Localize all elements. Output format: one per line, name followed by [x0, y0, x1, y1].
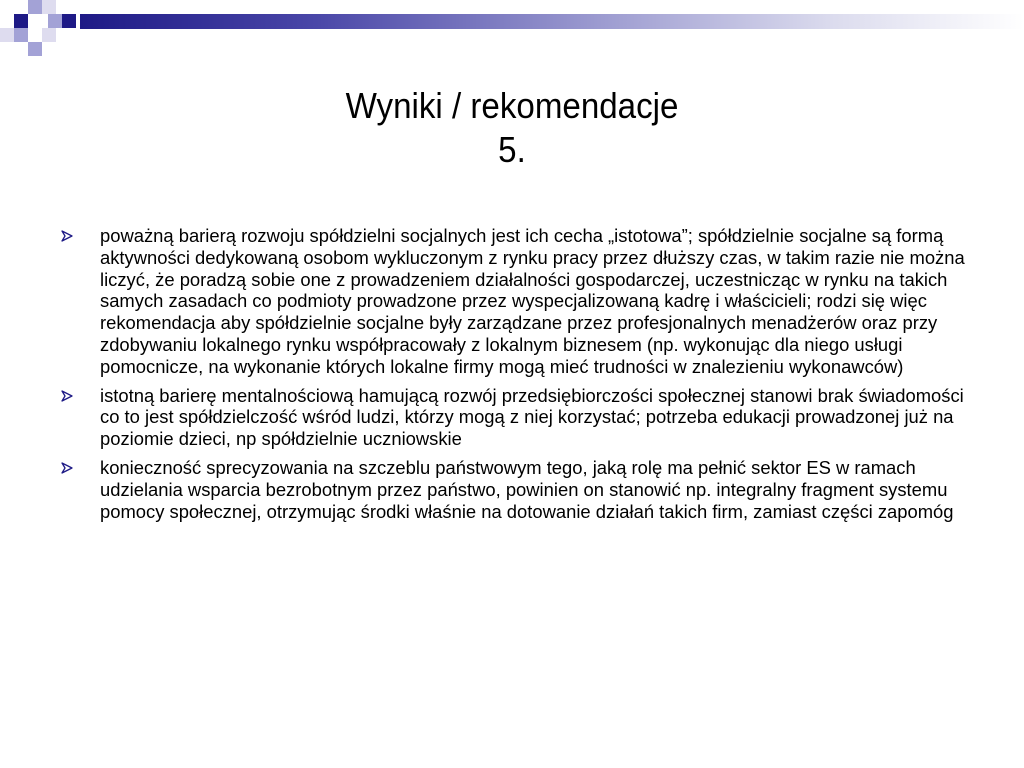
bullet-list	[60, 225, 970, 522]
deco-square	[62, 14, 76, 28]
deco-square	[28, 42, 42, 56]
arrow-bullet-icon	[60, 461, 74, 475]
bullet-text: konieczność sprecyzowania na szczeblu państwowym tego, jaką rolę ma pełnić sektor ES w ramach udzielania wsparcia bezrobotnym przez państwo, powinien on stanowić np. integralny fragment systemu pomocy społecznej, otrzymując środki właśnie na dotowanie działań takich firm, zamiast części zapomóg	[100, 456, 954, 522]
slide-title	[41, 84, 983, 172]
arrow-bullet-icon	[60, 229, 74, 243]
header-decoration	[0, 0, 1024, 70]
deco-square	[48, 14, 62, 28]
slide-content	[60, 225, 970, 529]
slide-title-number: 5.	[498, 129, 526, 170]
bullet-text: istotną barierę mentalnościową hamującą rozwój przedsiębiorczości społecznej stanowi brak świadomości co to jest spółdzielczość wśród ludzi, którzy mogą z niej korzystać; potrzeba edukacji prowadzonej już na poziomie dzieci, np spółdzielnie uczniowskie	[100, 384, 964, 450]
deco-square	[42, 28, 56, 42]
deco-square	[14, 14, 28, 28]
bullet-text: poważną barierą rozwoju spółdzielni socjalnych jest ich cecha „istotowa”; spółdzielnie socjalne są formą aktywności dedykowaną osobom wykluczonym z rynku pracy przez dłuższy czas, w takim razie nie można liczyć, że poradzą sobie one z prowadzeniem działalności gospodarczej, uczestnicząc w rynku na takich samych zasadach co podmioty prowadzone przez wyspecjalizowaną kadrę i właścicieli; rodzi się więc rekomendacja aby spółdzielnie socjalne były zarządzane przez profesjonalnych menadżerów oraz przy zdobywaniu lokalnego rynku współpracowały z lokalnym biznesem (np. wykonując dla niego usługi pomocnicze, na wykonanie których lokalne firmy mogą mieć trudności w znalezieniu wykonawców)	[100, 225, 965, 377]
slide-title-line: Wyniki / rekomendacje	[345, 85, 679, 126]
deco-square	[42, 0, 56, 14]
list-item	[60, 385, 970, 450]
deco-square	[28, 0, 42, 14]
header-gradient-bar	[80, 14, 1024, 29]
arrow-bullet-icon	[60, 389, 74, 403]
list-item	[60, 225, 970, 378]
list-item	[60, 457, 970, 522]
deco-square	[0, 28, 14, 42]
deco-square	[14, 28, 28, 42]
